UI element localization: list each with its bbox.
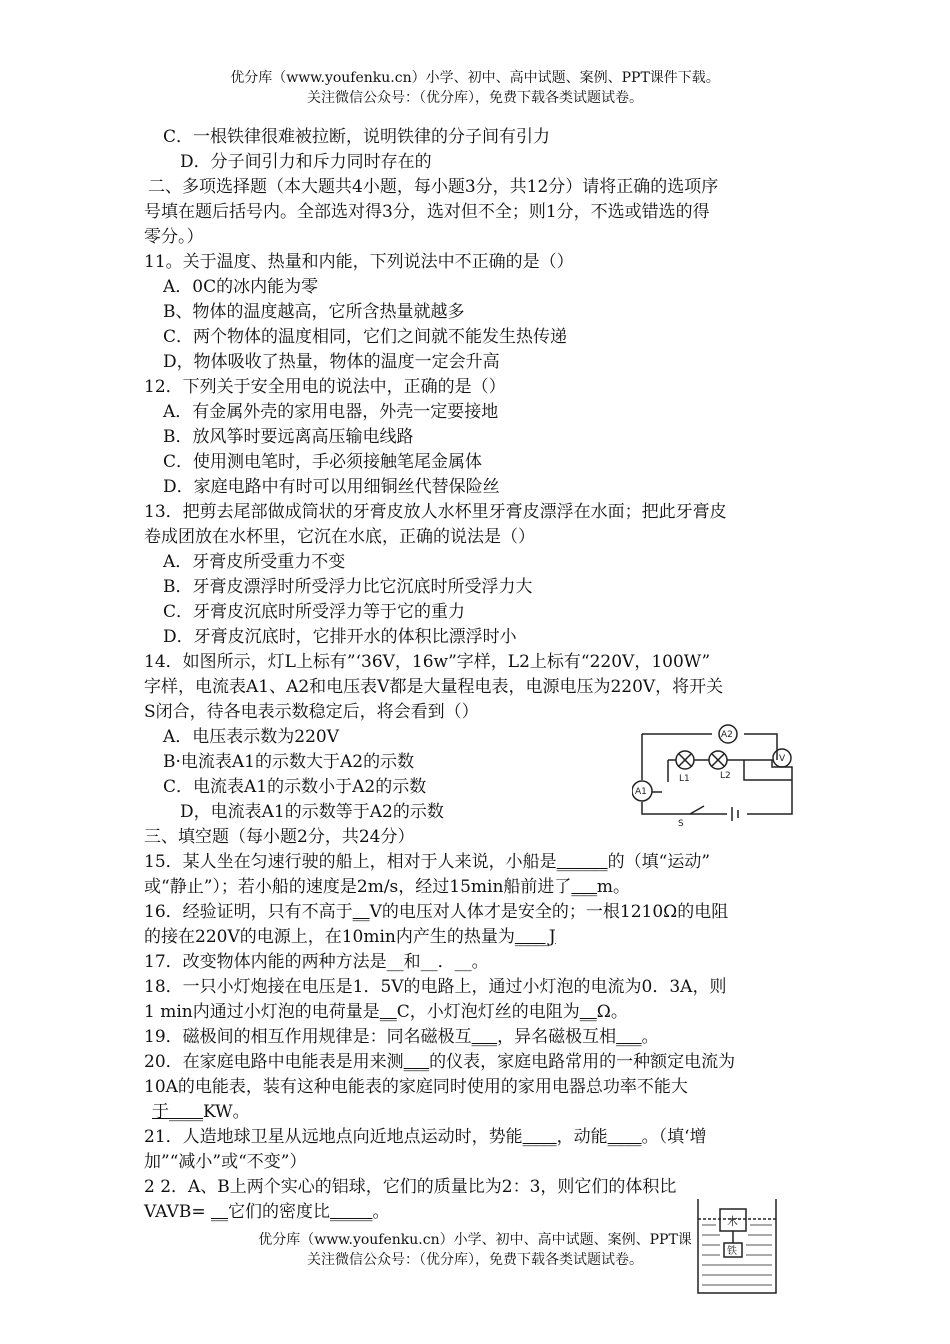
q21-line-2: 加”“减小”或“不变”）: [144, 1152, 307, 1172]
q19-text: ，异名磁极互相: [497, 1027, 617, 1047]
footer-line-2: 关注微信公众号：（优分库），免费下载各类试题试卷。: [307, 1252, 643, 1268]
q12-option-a: A．有金属外壳的家用电器，外壳一定要接地: [163, 402, 499, 422]
header-line-2: 关注微信公众号：（优分库），免费下载各类试题试卷。: [307, 90, 643, 106]
section-3-title: 三、填空题（每小题2分，共24分）: [144, 827, 415, 847]
q15-blank-1[interactable]: ______: [556, 852, 608, 872]
section-2-title: 二、多项选择题（本大题共4小题，每小题3分，共12分）请将正确的选项序: [148, 177, 719, 197]
q15-blank-2[interactable]: ___: [571, 877, 597, 897]
q21-text: 。（填‘增: [641, 1127, 707, 1147]
beaker-outline: [698, 1199, 776, 1293]
voltmeter-label: V: [779, 754, 786, 764]
circuit-wire: [642, 734, 792, 814]
header-line-1: 优分库（www.youfenku.cn）小学、初中、高中试题、案例、PPT课件下载。: [230, 70, 720, 86]
q20-text: 20．在家庭电路中电能表是用来测: [144, 1052, 404, 1072]
q18-text: C，小灯泡灯丝的电阻为: [396, 1002, 580, 1022]
iron-label: 铁: [727, 1246, 737, 1257]
page-header: [0, 68, 950, 108]
lamp-l1-label: L1: [679, 774, 690, 784]
q15-text: 或“静止”）；若小船的速度是2m/s，经过15min船前进了: [144, 877, 572, 897]
q19-blank-2[interactable]: ___: [616, 1027, 642, 1047]
q15-text: 的（填“运动”: [607, 852, 711, 872]
q21-blank-2[interactable]: ____: [607, 1127, 642, 1147]
q22-line-1: 2 2．A、B上两个实心的铝球，它们的质量比为2：3，则它们的体积比: [144, 1177, 677, 1197]
q18-line-2: [144, 1000, 628, 1025]
q12-option-c: C．使用测电笔时，手必须接触笔尾金属体: [163, 452, 483, 472]
lamp-l1-cross: [679, 754, 691, 766]
q21-blank-1[interactable]: ____: [522, 1127, 557, 1147]
q22-text: 。: [372, 1202, 390, 1222]
footer-line-1: 优分库（www.youfenku.cn）小学、初中、高中试题、案例、PPT课: [258, 1232, 692, 1248]
q20-line-2: 10A的电能表，装有这种电能表的家庭同时使用的家用电器总功率不能大: [144, 1077, 688, 1097]
switch-label: S: [678, 819, 684, 829]
q22-line-2: [144, 1200, 389, 1225]
q21-text: ，动能: [556, 1127, 608, 1147]
q14-stem-1: 14．如图所示，灯L上标有”‘36V，16w”字样，L2上标有“220V，100W”: [144, 652, 711, 672]
q14-option-a: A．电压表示数为220V: [163, 727, 340, 747]
q19-blank-1[interactable]: ___: [471, 1027, 498, 1047]
q22-text: 它们的密度比: [227, 1202, 330, 1222]
q20-blank-2[interactable]: ____: [169, 1102, 203, 1122]
q15-line-1: [144, 850, 710, 875]
q21-text: 21．人造地球卫星从远地点向近地点运动时，势能: [144, 1127, 523, 1147]
battery-icon: [732, 807, 738, 821]
q13-option-c: C．牙膏皮沉底时所受浮力等于它的重力: [163, 602, 466, 622]
q16-line-1: [144, 900, 728, 925]
circuit-diagram: [632, 722, 807, 832]
q13-option-b: B．牙膏皮漂浮时所受浮力比它沉底时所受浮力大: [163, 577, 533, 597]
q15-text: m。: [596, 877, 631, 897]
section-2-desc-1: 号填在题后括号内。全部选对得3分，选对但不全；则1分，不选或错选的得: [144, 202, 710, 222]
q11-stem: 11。关于温度、热量和内能，下列说法中不正确的是（）: [144, 252, 574, 272]
q18-text: 1 min内通过小灯泡的电荷量是: [144, 1002, 380, 1022]
q19-text: 。: [641, 1027, 659, 1047]
q20-text: KW。: [203, 1102, 250, 1122]
switch-icon: [690, 806, 704, 814]
q13-option-a: A．牙膏皮所受重力不变: [163, 552, 346, 572]
q12-option-b: B．放风筝时要远离高压输电线路: [163, 427, 414, 447]
q16-line-2: [144, 925, 556, 950]
q14-stem-3: S闭合，待各电表示数稳定后，将会看到（）: [144, 702, 479, 722]
q16-text: V的电压对人体才是安全的；一根1210Ω的电阻: [369, 902, 729, 922]
q22-blank-1[interactable]: __: [210, 1202, 228, 1222]
q18-line-1: 18．一只小灯炮接在电压是1．5V的电路上，通过小灯泡的电流为0．3A，则: [144, 977, 727, 997]
q11-option-b: B、物体的温度越高，它所含热量就越多: [163, 302, 465, 322]
q15-text: 15．某人坐在匀速行驶的船上，相对于人来说，小船是: [144, 852, 557, 872]
q14-option-c: C．电流表A1的示数小于A2的示数: [163, 777, 427, 797]
q16-text: 的接在220V的电源上，在10min内产生的热量为: [144, 927, 515, 947]
lamp-l2-cross: [712, 754, 724, 766]
q20-text: 于: [152, 1102, 169, 1122]
lamp-l2-label: L2: [720, 771, 731, 781]
q11-option-a: A．0C的冰内能为零: [163, 277, 319, 297]
q17-line: 17．改变物体内能的两种方法是__和__．__。: [144, 952, 489, 972]
beaker-figure: [690, 1195, 785, 1300]
q10-option-d: D．分子间引力和斥力同时存在的: [180, 152, 432, 172]
q11-option-c: C．两个物体的温度相同，它们之间就不能发生热传递: [163, 327, 568, 347]
circuit-wire: [652, 760, 668, 792]
q14-option-d: D，电流表A1的示数等于A2的示数: [180, 802, 444, 822]
q16-blank-1[interactable]: __: [352, 902, 370, 922]
water-hatching: [702, 1225, 772, 1285]
q12-stem: 12．下列关于安全用电的说法中，正确的是（）: [144, 377, 506, 397]
q15-line-2: [144, 875, 630, 900]
q16-text: 16．经验证明，只有不高于: [144, 902, 353, 922]
q22-text: VAVB=: [144, 1202, 211, 1222]
q12-option-d: D．家庭电路中有时可以用细铜丝代替保险丝: [163, 477, 500, 497]
q18-text: Ω。: [596, 1002, 628, 1022]
q18-blank-1[interactable]: __: [379, 1002, 397, 1022]
q20-blank-1[interactable]: ___: [403, 1052, 430, 1072]
section-2-desc-2: 零分。）: [144, 227, 204, 247]
page-footer: [0, 1230, 950, 1270]
ammeter-a1-label: A1: [635, 787, 647, 797]
q20-line-1: [144, 1050, 735, 1075]
q13-option-d: D．牙膏皮沉底时，它排开水的体积比漂浮时小: [163, 627, 517, 647]
wood-label: 木: [727, 1215, 738, 1228]
q10-option-c: C．一根铁律很难被拉断，说明铁律的分子间有引力: [163, 127, 551, 147]
q20-text: 的仪表，家庭电路常用的一种额定电流为: [429, 1052, 736, 1072]
q19-text: 19．磁极间的相互作用规律是：同名磁极互: [144, 1027, 472, 1047]
q14-stem-2: 字样，电流表A1、A2和电压表V都是大量程电表，电源电压为220V，将开关: [144, 677, 724, 697]
q16-blank-2[interactable]: ____J: [514, 927, 556, 947]
ammeter-a2-label: A2: [721, 730, 733, 740]
q11-option-d: D，物体吸收了热量，物体的温度一定会升高: [163, 352, 500, 372]
q20-line-3: [152, 1100, 250, 1125]
q13-stem-1: 13．把剪去尾部做成筒状的牙膏皮放人水杯里牙膏皮漂浮在水面；把此牙膏皮: [144, 502, 727, 522]
q22-blank-2[interactable]: _____: [329, 1202, 373, 1222]
q21-line-1: [144, 1125, 707, 1150]
q13-stem-2: 卷成团放在水杯里，它沉在水底，正确的说法是（）: [144, 527, 535, 547]
q14-option-b: B·电流表A1的示数大于A2的示数: [163, 752, 415, 772]
q19-line: [144, 1025, 659, 1050]
q18-blank-2[interactable]: __: [579, 1002, 597, 1022]
